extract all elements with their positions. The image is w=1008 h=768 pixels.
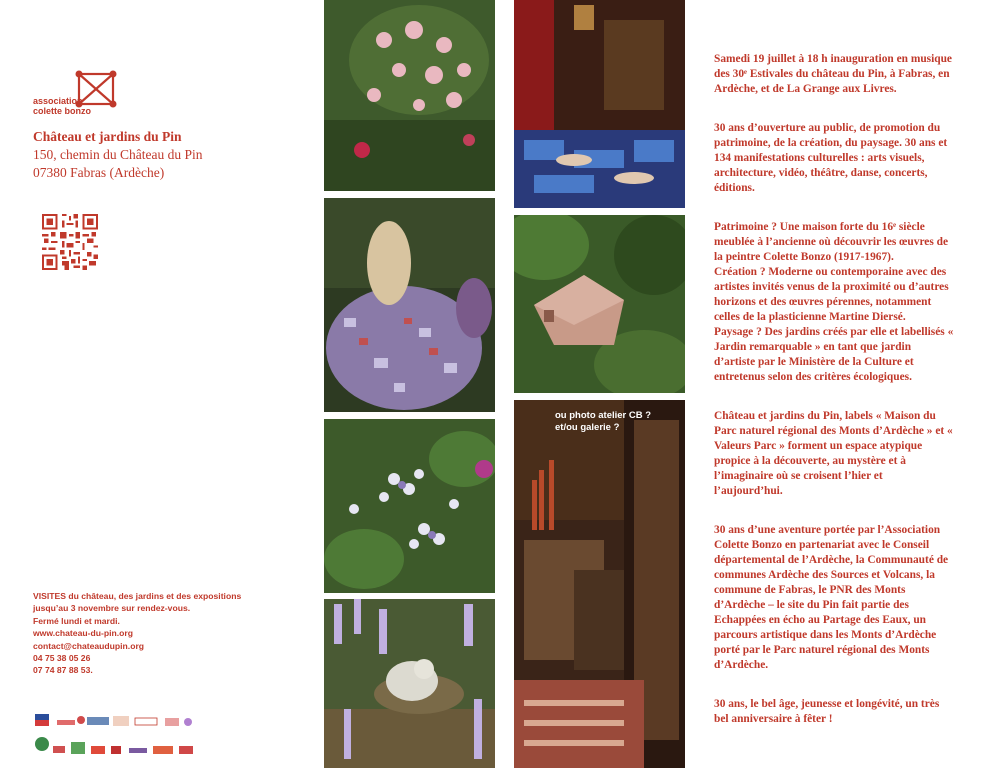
association-logo-text	[33, 96, 91, 116]
address-block	[33, 128, 283, 182]
qr-code-icon[interactable]	[42, 214, 98, 270]
photo-note	[555, 410, 651, 433]
photo-interior-room	[514, 400, 685, 768]
visits-line-2: jusqu’au 3 novembre sur rendez-vous.	[33, 603, 191, 614]
partner-logos-icon	[33, 712, 213, 762]
paragraph-patrimoine: Patrimoine ? Une maison forte du 16ᵉ siècle meublée à l’ancienne où découvrir les œuvres de la peintre Colette Bonzo (1917-1967).	[714, 221, 949, 263]
aerial-chateau-image	[514, 215, 685, 393]
city-address: 07380 Fabras (Ardèche)	[33, 165, 165, 180]
visits-line-1: VISITES du château, des jardins et des expositions	[33, 591, 242, 601]
logo-line-2: colette bonzo	[33, 106, 91, 116]
hydrangea-image	[324, 419, 495, 593]
phone-1: 04 75 38 05 26	[33, 653, 91, 664]
paragraph-partners: 30 ans d’une aventure portée par l’Association Colette Bonzo en partenariat avec le Conseil départemental de l’Ardèche, la Communauté de communes Ardèche des Sources et Volcans, la commune de Fabras, le PNR des Monts d’Ardèche – le site du Pin fait partie des Echappées en écho au Partage des Eaux, un parcours artistique dans les Monts d’Ardèche porté par le Parc naturel régional des Monts d’Ardèche.	[714, 524, 949, 671]
email-link[interactable]: contact@chateaudupin.org	[33, 640, 145, 651]
photo-aerial-chateau	[514, 215, 685, 393]
paragraph-labels: Château et jardins du Pin, labels « Maison du Parc naturel régional des Monts d’Ardèche » et « Valeurs Parc » forment un espace atypique propice à la découverte, au mystère et à l’imaginaire où se croisent l’hier et l’aujourd’hui.	[714, 410, 953, 497]
paragraph-30-years: 30 ans d’ouverture au public, de promotion du patrimoine, de la création, du paysage. 30 ans et 134 manifestations culturelles : arts visuels, architecture, vidéo, théâtre, danse, concerts, éditions.	[714, 122, 948, 194]
paragraph-paysage: Paysage ? Des jardins créés par elle et labellisés « Jardin remarquable » en tant que jardin d’artiste par le Ministère de la Culture et entretenus selon des critères écologiques.	[714, 326, 954, 383]
photo-note-line-1: ou photo atelier CB ?	[555, 410, 652, 421]
photo-hydrangea	[324, 419, 495, 593]
visits-info	[33, 590, 263, 677]
paragraph-creation: Création ? Moderne ou contemporaine avec des artistes invités venus de la proximité ou d’autres horizons et des œuvres pérennes, notamment celles de la plasticienne Martine Diersé.	[714, 266, 949, 323]
interior-room-image	[514, 400, 685, 768]
paragraph-anniversary: 30 ans, le bel âge, jeunesse et longévité, un très bel anniversaire à fêter !	[714, 698, 940, 725]
photo-roses	[324, 0, 495, 191]
venue-name: Château et jardins du Pin	[33, 129, 182, 144]
photo-interior-bed	[514, 0, 685, 208]
mosaic-sculpture-image	[324, 198, 495, 412]
photo-mosaic-sculpture	[324, 198, 495, 412]
photo-note-line-2: et/ou galerie ?	[555, 421, 620, 433]
street-address: 150, chemin du Château du Pin	[33, 147, 203, 162]
logo-line-1: association	[33, 96, 83, 106]
paragraph-inauguration: Samedi 19 juillet à 18 h inauguration en musique des 30ᵉ Estivales du château du Pin, à Fabras, en Ardèche, et de La Grange aux Livres.	[714, 53, 952, 95]
right-text-column	[714, 52, 954, 742]
phone-2: 07 74 87 88 53.	[33, 665, 93, 676]
interior-bed-image	[514, 0, 685, 208]
roses-garden-image	[324, 0, 495, 191]
wisteria-sculpture-image	[324, 599, 495, 768]
photo-wisteria	[324, 599, 495, 768]
visits-line-3: Fermé lundi et mardi.	[33, 615, 120, 626]
website-link[interactable]: www.chateau-du-pin.org	[33, 628, 133, 639]
